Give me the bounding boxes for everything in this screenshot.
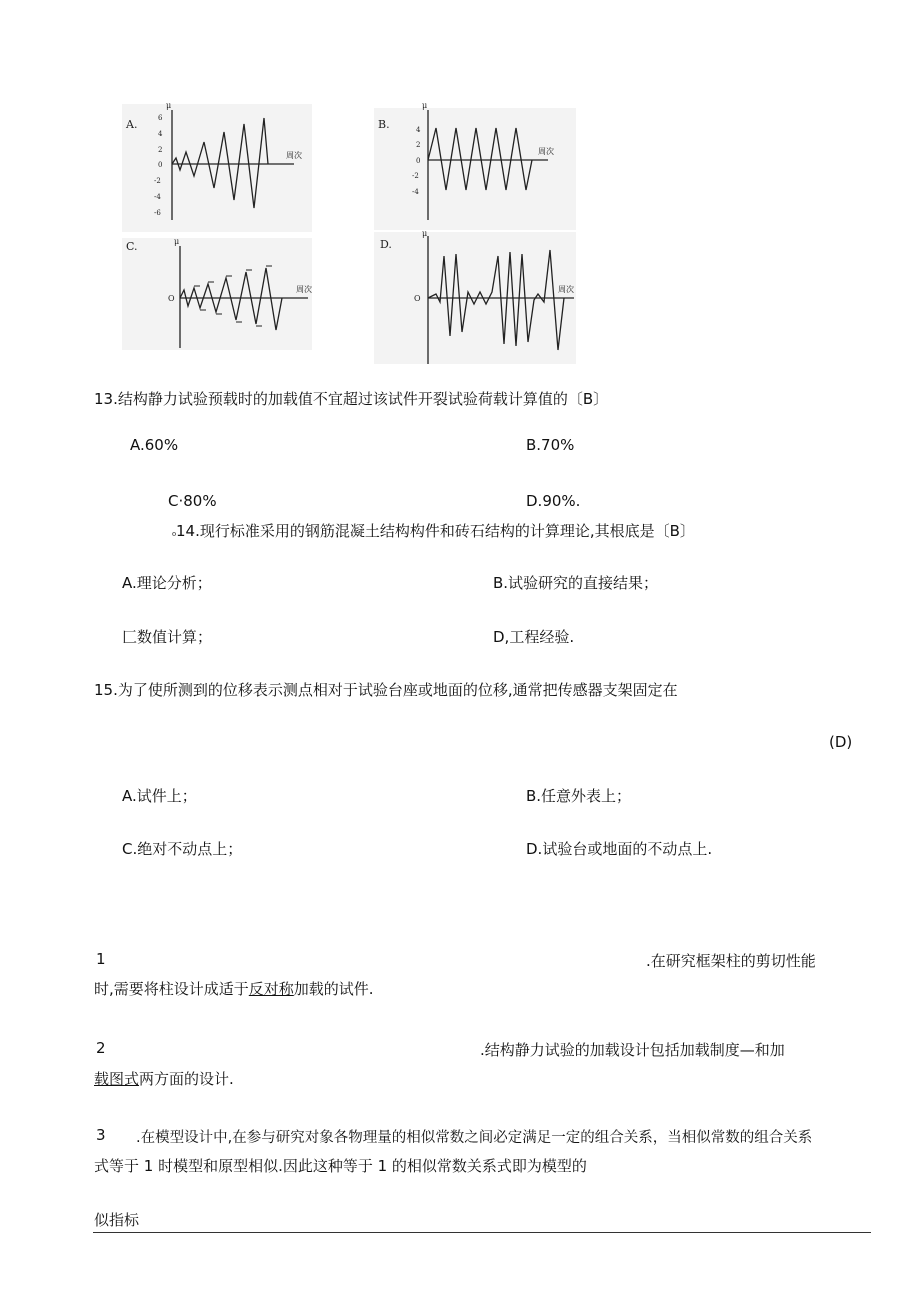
q14-option-d: D,工程经验. xyxy=(493,628,575,646)
bottom-rule xyxy=(93,1232,871,1233)
panel-a-tick: 0 xyxy=(158,161,163,169)
q15-option-b: B.任意外表上； xyxy=(526,787,632,805)
panel-b-tick: -4 xyxy=(412,188,419,196)
panel-a-tick: 6 xyxy=(158,114,163,122)
panel-a-tick: -2 xyxy=(154,177,161,185)
q14-option-b: B.试验研究的直接结果； xyxy=(493,574,659,592)
panel-d-x-label: 周次 xyxy=(558,285,574,294)
fill3-line2: 式等于 1 时模型和原型相似.因此这种等于 1 的相似常数关系式即为模型的 xyxy=(94,1157,587,1175)
fill1-answer: 反对称 xyxy=(248,980,294,998)
panel-b-letter: B. xyxy=(378,118,390,131)
fill2-number: 2 xyxy=(96,1039,106,1057)
panel-a-tick: -6 xyxy=(154,209,161,217)
panel-b-tick: 0 xyxy=(416,157,421,165)
q15-option-a: A.试件上； xyxy=(122,787,197,805)
fill2-line2 xyxy=(94,1068,234,1089)
loading-diagrams-figure xyxy=(118,96,588,368)
question-13: 13.结构静力试验预载时的加载值不宜超过该试件开裂试验荷载计算值的〔B〕 xyxy=(94,390,609,408)
panel-b-tick: 4 xyxy=(416,126,421,134)
panel-d-y-label: μ xyxy=(422,229,428,238)
q14-prefix: ₀ xyxy=(172,528,177,539)
panel-c-x-label: 周次 xyxy=(296,285,312,294)
fill3-line1: .在模型设计中,在参与研究对象各物理量的相似常数之间必定满足一定的组合关系，当相似常数的组合关系 xyxy=(136,1130,813,1146)
panel-c-y-label: μ xyxy=(174,237,180,246)
question-15: 15.为了使所测到的位移表示测点相对于试验台座或地面的位移,通常把传感器支架固定在 xyxy=(94,681,678,699)
panel-a-tick: 2 xyxy=(158,146,163,154)
fill3-number: 3 xyxy=(96,1126,106,1144)
panel-a-tick: -4 xyxy=(154,193,161,201)
q14-text: 14.现行标准采用的钢筋混凝土结构构件和砖石结构的计算理论,其根底是〔B〕 xyxy=(176,522,695,540)
fill1-line2 xyxy=(94,978,374,999)
question-14 xyxy=(172,520,695,541)
fill2-text-right: .结构静力试验的加载设计包括加载制度—和加 xyxy=(480,1041,785,1059)
fill2-answer: 载图式 xyxy=(94,1070,140,1088)
panel-a-letter: A. xyxy=(126,118,138,131)
fill2-line2-post: 两方面的设计. xyxy=(139,1070,234,1088)
q14-option-a: A.理论分析； xyxy=(122,574,212,592)
q13-option-d: D.90%. xyxy=(526,492,581,510)
q15-option-d: D.试验台或地面的不动点上. xyxy=(526,840,713,858)
panel-c-letter: C. xyxy=(126,240,138,253)
q13-option-b: B.70% xyxy=(526,436,575,454)
panel-c-origin: O xyxy=(168,294,175,303)
panel-b-tick: 2 xyxy=(416,141,421,149)
panel-a-y-label: μ xyxy=(166,101,172,110)
panel-b-x-label: 周次 xyxy=(538,147,554,156)
fill1-number: 1 xyxy=(96,950,106,968)
q13-option-a: A.60% xyxy=(130,436,179,454)
panel-a-x-label: 周次 xyxy=(286,151,302,160)
panel-a-tick: 4 xyxy=(158,130,163,138)
fill3-line3: 似指标 xyxy=(94,1211,140,1229)
q13-option-c: C·80% xyxy=(168,492,217,510)
q15-option-c: C.绝对不动点上； xyxy=(122,840,243,858)
panel-d-origin: O xyxy=(414,294,421,303)
panel-d-letter: D. xyxy=(380,238,392,251)
fill1-text-right: .在研究框架柱的剪切性能 xyxy=(646,952,816,970)
q14-option-c: 匚数值计算； xyxy=(122,628,213,646)
panel-b-y-label: μ xyxy=(422,101,428,110)
q15-answer: (D) xyxy=(829,733,853,751)
panel-b-tick: -2 xyxy=(412,172,419,180)
fill1-line2-pre: 时,需要将柱设计成适于 xyxy=(94,980,249,998)
fill1-line2-post: 加载的试件. xyxy=(293,980,374,998)
